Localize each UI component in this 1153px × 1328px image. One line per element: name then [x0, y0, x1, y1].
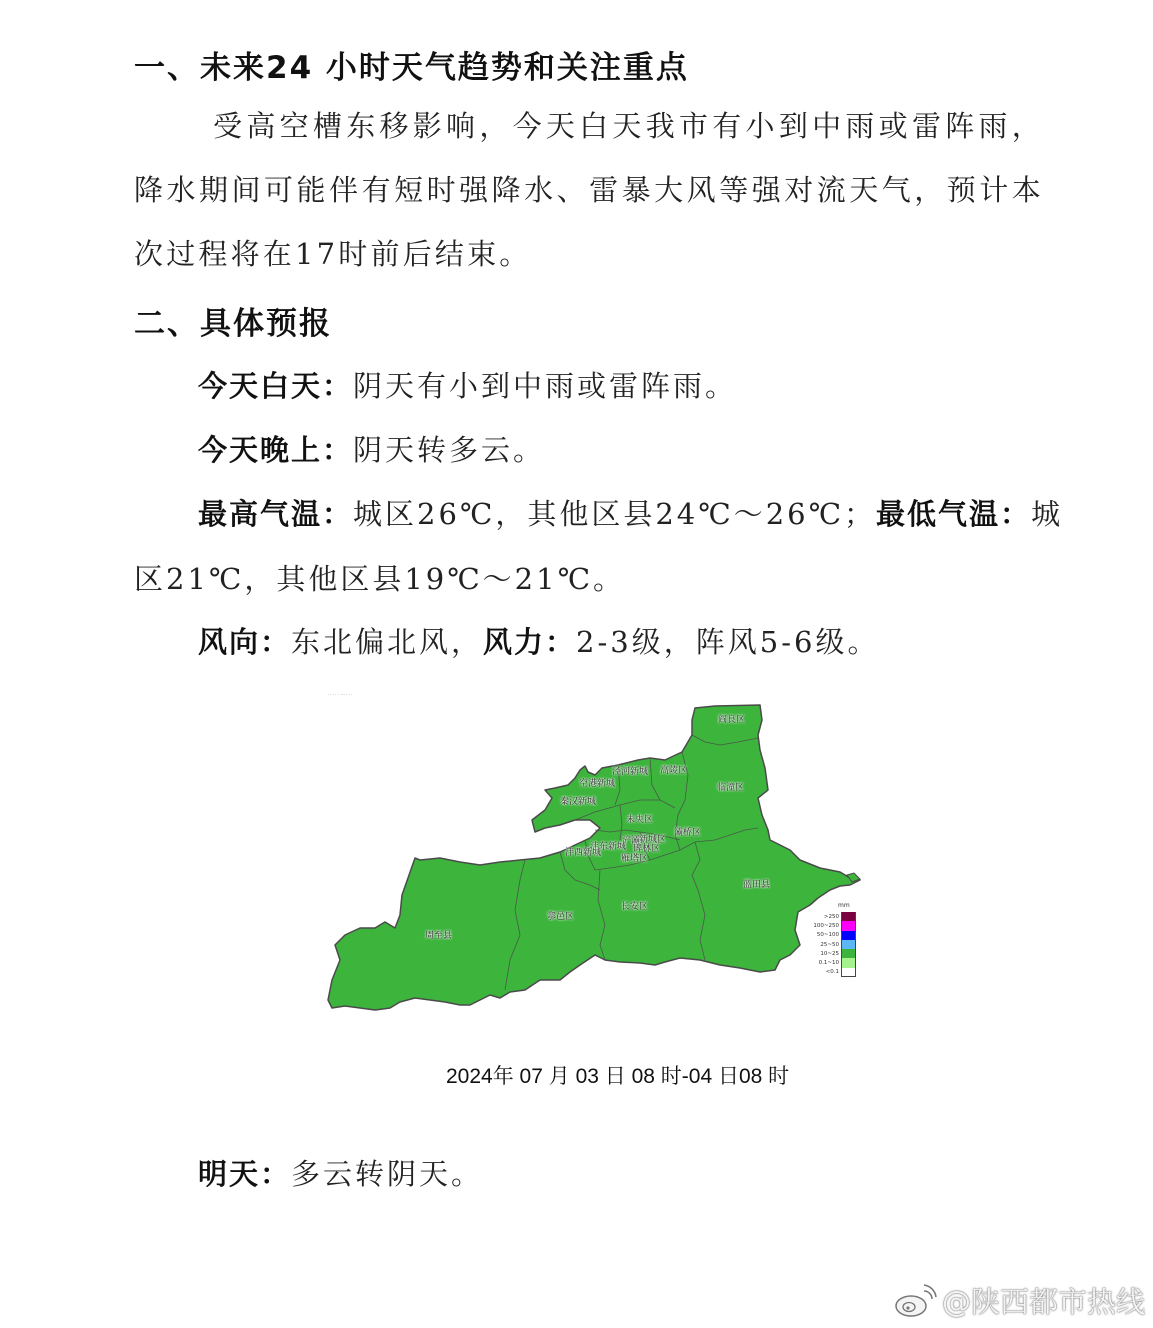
precipitation-legend — [806, 902, 856, 977]
district-label: 空港新城 — [579, 779, 616, 789]
district-label: 新城区 — [639, 835, 667, 845]
legend-item: >250 — [806, 912, 856, 921]
legend-item: 0.1~10 — [806, 958, 856, 967]
legend-item: 50~100 — [806, 931, 856, 940]
tonight-value: 阴天转多云。 — [353, 433, 546, 467]
district-label: 鄠邑区 — [547, 912, 575, 922]
legend-swatch — [841, 968, 856, 977]
district-label: 灞桥区 — [674, 828, 702, 838]
precipitation-map — [320, 690, 870, 1030]
district-label: 高陵区 — [660, 766, 688, 776]
district-label: 沣西新城 — [565, 848, 602, 858]
legend-swatch — [841, 921, 856, 930]
district-label: 秦汉新城 — [560, 797, 597, 807]
legend-item: <0.1 — [806, 968, 856, 977]
tomorrow-label: 明天： — [198, 1157, 292, 1191]
district-label: 周至县 — [425, 931, 453, 941]
district-label: 雁塔区 — [621, 854, 649, 864]
today-day-value: 阴天有小到中雨或雷阵雨。 — [353, 369, 738, 403]
district-label: 未央区 — [626, 815, 654, 825]
forecast-today-day — [198, 364, 737, 405]
section-heading-2: 二、具体预报 — [134, 306, 332, 342]
map-outline — [320, 690, 870, 1030]
today-day-label: 今天白天： — [198, 369, 354, 403]
min-temp-value-start: 城 — [1031, 497, 1064, 531]
district-label: 泾河新城 — [612, 767, 649, 777]
legend-item: 10~25 — [806, 949, 856, 958]
district-label: 蓝田县 — [743, 880, 771, 890]
wind-force-value: 2-3级，阵风5-6级。 — [576, 625, 880, 659]
forecast-temperature — [198, 492, 1063, 533]
legend-swatch — [841, 949, 856, 958]
legend-item: 25~50 — [806, 940, 856, 949]
legend-item: 100~250 — [806, 921, 856, 930]
min-temp-label: 最低气温： — [876, 497, 1032, 531]
wind-force-label: 风力： — [483, 625, 577, 659]
min-temp-value-cont: 区21℃，其他区县19℃～21℃。 — [134, 562, 626, 596]
weibo-icon — [894, 1283, 938, 1319]
weibo-watermark — [894, 1280, 1145, 1321]
legend-swatch — [841, 958, 856, 967]
district-label: 阎良区 — [718, 715, 746, 725]
legend-unit: mm — [838, 902, 850, 909]
district-label: 临潼区 — [717, 783, 745, 793]
wind-direction-label: 风向： — [198, 625, 292, 659]
forecast-wind — [198, 620, 879, 661]
forecast-temperature-cont — [134, 557, 625, 598]
section-heading-1: 一、未来24 小时天气趋势和关注重点 — [134, 50, 689, 86]
max-temp-value: 城区26℃，其他区县24℃～26℃； — [353, 497, 877, 531]
district-label: 碑林区 — [633, 844, 661, 854]
legend-swatch — [841, 940, 856, 949]
district-label: 沣东新城 — [590, 842, 627, 852]
legend-swatch — [841, 912, 856, 921]
map-caption: 2024年 07 月 03 日 08 时-04 日08 时 — [446, 1065, 790, 1088]
wind-direction-value: 东北偏北风， — [291, 625, 484, 659]
district-label: 浐灞 — [622, 836, 641, 846]
map-tiny-title: ·· ·· · ···· ·· — [328, 692, 352, 698]
tonight-label: 今天晚上： — [198, 433, 354, 467]
district-label: 长安区 — [621, 902, 649, 912]
watermark-text: @陕西都市热线 — [942, 1285, 1146, 1319]
trend-paragraph — [134, 94, 1044, 286]
legend-swatch — [841, 931, 856, 940]
max-temp-label: 最高气温： — [198, 497, 354, 531]
tomorrow-value: 多云转阴天。 — [291, 1157, 484, 1191]
trend-text: 受高空槽东移影响，今天白天我市有小到中雨或雷阵雨，降水期间可能伴有短时强降水、雷暴大风等强对流天气，预计本次过程将在17时前后结束。 — [134, 109, 1044, 271]
forecast-tomorrow — [198, 1152, 483, 1193]
forecast-tonight — [198, 428, 545, 469]
